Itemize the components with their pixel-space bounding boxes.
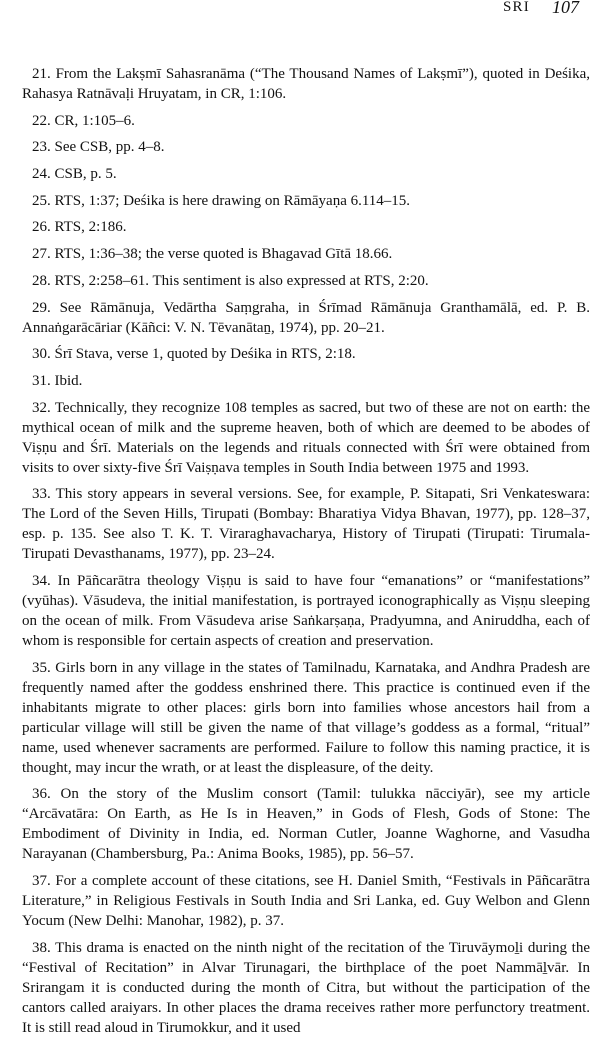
running-head: SRI [503,0,530,15]
endnote-30: 30. Śrī Stava, verse 1, quoted by Deśika in RTS, 2:18. [32,346,356,363]
endnote-25: 25. RTS, 1:37; Deśika is here drawing on Rāmāyaṇa 6.114–15. [32,192,411,209]
endnote-32: 32. Technically, they recognize 108 temples as sacred, but two of these are not on earth: the mythical ocean of milk and the supreme heaven, both of which are deemed to be abodes of Viṣṇu and Śrī. Materials on the legends and rituals connected with Śrī were obtained from visits to over sixty-five Śrī Vaiṣṇava temples in South India between 1975 and 1993. [22,399,591,476]
endnote-28: 28. RTS, 2:258–61. This sentiment is also expressed at RTS, 2:20. [32,272,429,289]
endnote-36: 36. On the story of the Muslim consort (Tamil: tulukka nācciyār), see my article “Arcāvatāra: On Earth, as He Is in Heaven,” in Gods of Flesh, Gods of Stone: The Embodiment of Divinity in India, ed. Norman Cutler, Joanne Waghorne, and Vasudha Narayanan (Chambersburg, Pa.: Anima Books, 1985), pp. 56–57. [22,786,591,863]
endnote-33: 33. This story appears in several versions. See, for example, P. Sitapati, Sri Venkateswara: The Lord of the Seven Hills, Tirupati (Bombay: Bharatiya Vidya Bhavan, 1977), pp. 128–37, esp. p. 135. See also T. K. T. Viraraghavacharya, History of Tirupati (Tirupati: Tirumala-Tirupati Devasthanams, 1977), pp. 23–24. [22,486,591,563]
endnote-23: 23. See CSB, pp. 4–8. [32,139,165,156]
endnote-27: 27. RTS, 1:36–38; the verse quoted is Bhagavad Gītā 18.66. [32,246,393,263]
endnote-38: 38. This drama is enacted on the ninth night of the recitation of the Tiruvāymoḻi during the “Festival of Recitation” in Alvar Tirunagari, the birthplace of the poet Nammāḻvār. In Srirangam it is conducted during the month of Citra, but without the participation of the cantors called araiyars. In other places the drama receives rather more perfunctory treatment. It is still read aloud in Tirumokkur, and it used [22,939,590,1036]
endnote-26: 26. RTS, 2:186. [32,219,127,236]
endnote-24: 24. CSB, p. 5. [32,166,117,183]
endnote-31: 31. Ibid. [32,372,83,389]
page-number: 107 [552,0,579,17]
endnote-21: 21. From the Lakṣmī Sahasranāma (“The Thousand Names of Lakṣmī”), quoted in Deśika, Rahasya Ratnāvaḷi Hruyatam, in CR, 1:106. [22,66,590,102]
endnote-37: 37. For a complete account of these citations, see H. Daniel Smith, “Festivals in Pāñcarātra Literature,” in Religious Festivals in South India and Sri Lanka, ed. Guy Welbon and Glenn Yocum (New Delhi: Manohar, 1982), p. 37. [22,873,591,929]
endnote-22: 22. CR, 1:105–6. [32,112,135,129]
page-header [0,0,600,24]
endnote-35: 35. Girls born in any village in the states of Tamilnadu, Karnataka, and Andhra Pradesh are frequently named after the goddess enshrined there. This practice is continued even if the inhabitants migrate to other places: girls born into families whose ancestors hail from a particular village will still be given the name of that village’s goddess as a formal, “ritual” name, used whenever sacraments are performed. Failure to follow this naming practice, it is thought, may incur the wrath, or at least the displeasure, of the deity. [22,659,591,776]
endnote-29: 29. See Rāmānuja, Vedārtha Saṃgraha, in Śrīmad Rāmānuja Granthamālā, ed. P. B. Annaṅgarācāriar (Kāñci: V. N. Tēvanātaṉ, 1974), pp. 20–21. [22,299,591,336]
endnote-34: 34. In Pāñcarātra theology Viṣṇu is said to have four “emanations” or “manifestations” (vyūhas). Vāsudeva, the initial manifestation, is portrayed iconographically as Viṣṇu sleeping on the ocean of milk. From Vāsudeva arise Saṅkarṣaṇa, Pradyumna, and Aniruddha, each of whom is responsible for certain aspects of creation and preservation. [22,572,590,649]
endnotes-list [22,64,590,1044]
